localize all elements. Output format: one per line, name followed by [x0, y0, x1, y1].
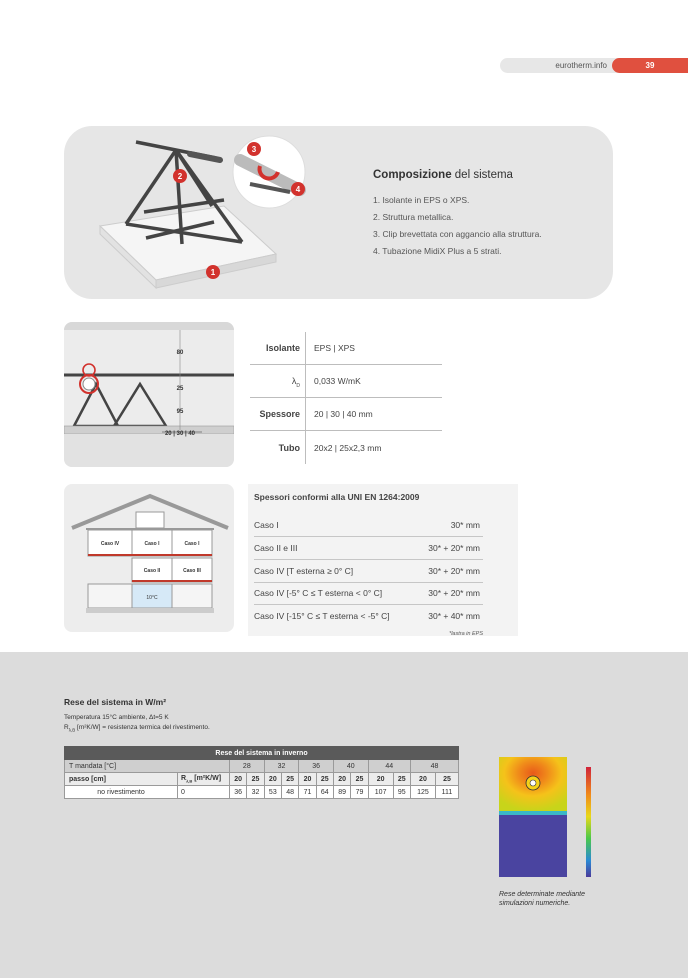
cross-section-diagram: [64, 322, 234, 467]
list-item: 1. Isolante in EPS o XPS.: [373, 195, 470, 205]
house-panel: [64, 484, 234, 632]
rese-subtitle: Temperatura 15°C ambiente, Δt=5 K $R_{\lambda,B}$ [m²K/W] = resistenza termica del rivestimento.: [64, 714, 210, 733]
list-item: 4. Tubazione MidiX Plus a 5 strati.: [373, 246, 502, 256]
simulation-note: Rese determinate mediante simulazioni numeriche.: [499, 891, 585, 907]
spec-row: Isolante EPS | XPS: [250, 332, 442, 365]
marker-1: [206, 265, 220, 279]
list-item: Caso II e III 30* + 20* mm: [254, 537, 483, 560]
list-item: 3. Clip brevettata con aggancio alla struttura.: [373, 229, 542, 239]
thickness-title: Spessori conformi alla UNI EN 1264:2009: [254, 492, 420, 502]
table-row: no rivestimento 0 36 32 53 48 71 64 89 79 107 95 125 111: [65, 786, 459, 799]
list-item: Caso IV [-15° C ≤ T esterna < -5° C] 30* + 40* mm: [254, 611, 480, 621]
svg-text:10°C: 10°C: [146, 595, 158, 601]
svg-text:Caso IV: Caso IV: [100, 541, 120, 547]
insulation-slab-top: [100, 206, 276, 280]
thickness-note: *lastra in EPS: [449, 631, 483, 637]
thermal-simulation-image: [499, 757, 599, 881]
table-row: passo [cm] $R_{\lambda,B}$ [m²K/W] 20 25 20 25 20 25 20 25 20 25 20 25: [65, 773, 459, 786]
house-diagram: [64, 484, 234, 632]
spec-row: Tubo 20x2 | 25x2,3 mm: [278, 443, 382, 453]
composition-list: [373, 192, 542, 260]
svg-text:20 | 30 | 40: 20 | 30 | 40: [164, 431, 196, 437]
cross-section-panel: [64, 322, 234, 467]
marker-3: [247, 142, 261, 156]
svg-text:4: 4: [295, 185, 301, 194]
page-number: 39: [612, 58, 688, 73]
table-header-row: Rese del sistema in inverno: [65, 747, 459, 760]
svg-text:Caso II: Caso II: [143, 568, 161, 574]
spec-row: $\lambda_D$ 0,033 W/mK: [250, 365, 442, 398]
site-url[interactable]: eurotherm.info: [555, 61, 607, 70]
svg-text:Caso I: Caso I: [184, 541, 200, 547]
svg-text:1: 1: [210, 268, 216, 277]
table-row: T mandata [°C] 28 32 36 40 44 48: [65, 760, 459, 773]
svg-text:25: 25: [176, 386, 184, 392]
svg-text:2: 2: [177, 172, 183, 181]
marker-4: [291, 182, 305, 196]
spec-row: Spessore 20 | 30 | 40 mm: [250, 398, 442, 431]
marker-2: [173, 169, 187, 183]
list-item: Caso IV [T esterna ≥ 0° C] 30* + 20* mm: [254, 560, 483, 583]
list-item: 2. Struttura metallica.: [373, 212, 454, 222]
composition-title: Composizione del sistema: [373, 169, 513, 181]
svg-text:3: 3: [251, 145, 257, 154]
svg-text:Caso I: Caso I: [144, 541, 160, 547]
rese-table: [64, 746, 459, 799]
svg-text:Caso III: Caso III: [183, 568, 201, 574]
list-item: Caso I 30* mm: [254, 514, 483, 537]
list-item: Caso IV [-5° C ≤ T esterna < 0° C] 30* + 20* mm: [254, 582, 483, 605]
system-illustration: [64, 126, 364, 299]
svg-text:80: 80: [176, 350, 184, 356]
svg-text:95: 95: [176, 409, 184, 415]
rese-title: Rese del sistema in W/m²: [64, 697, 167, 707]
